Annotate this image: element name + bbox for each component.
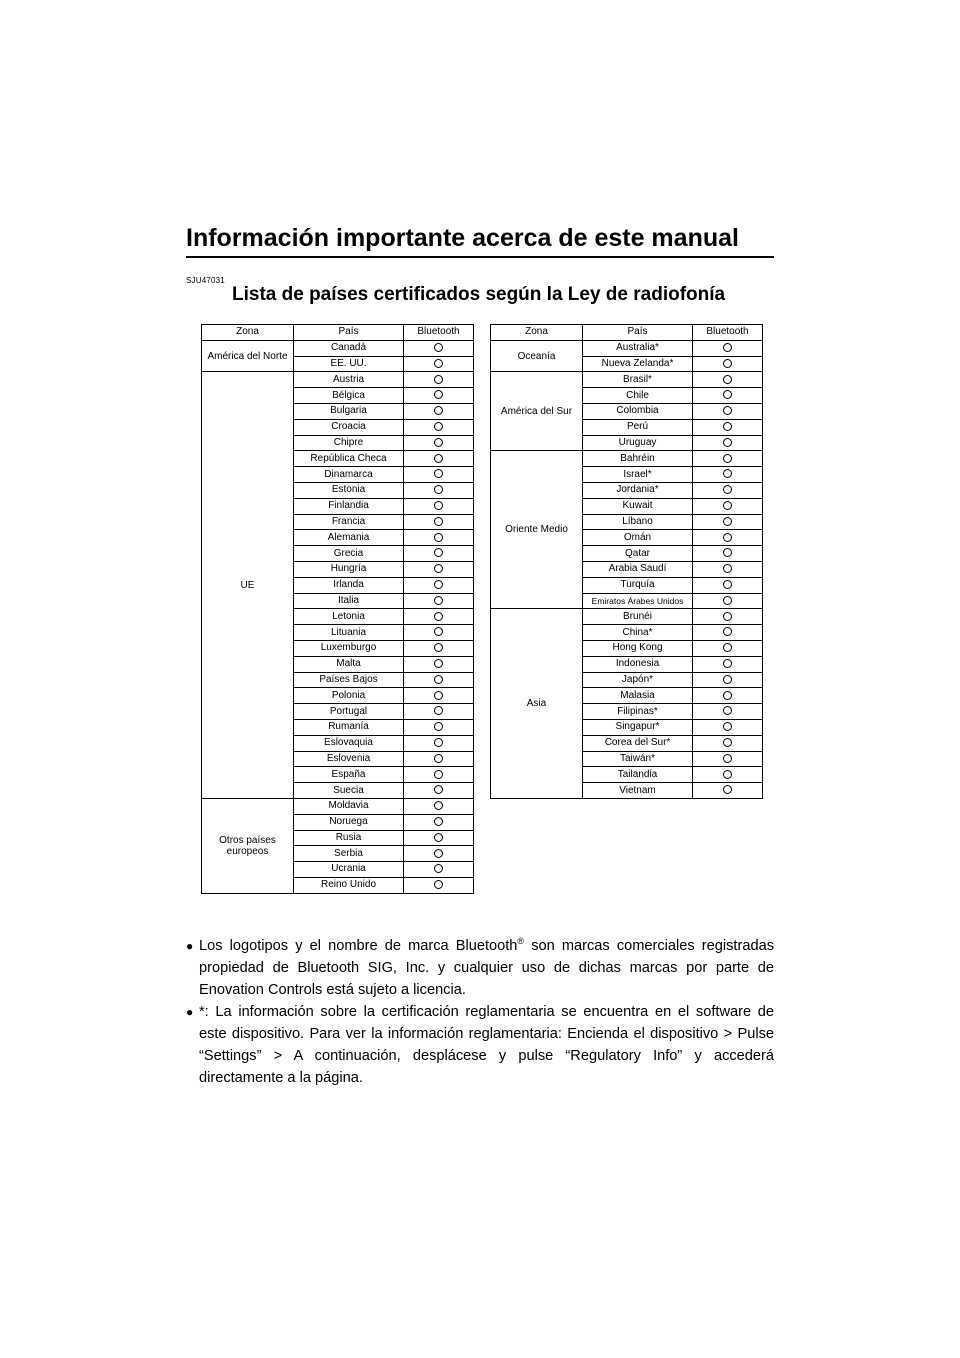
circle-icon (723, 675, 732, 684)
country-cell: Rusia (294, 830, 404, 846)
country-cell: Colombia (583, 403, 693, 419)
bluetooth-cell (693, 356, 763, 372)
zone-cell: UE (202, 372, 294, 799)
bluetooth-cell (404, 767, 474, 783)
bluetooth-cell (404, 719, 474, 735)
circle-icon (434, 643, 443, 652)
circle-icon (434, 833, 443, 842)
bluetooth-cell (404, 877, 474, 893)
country-cell: Polonia (294, 688, 404, 704)
circle-icon (434, 422, 443, 431)
bluetooth-cell (693, 656, 763, 672)
circle-icon (723, 722, 732, 731)
bluetooth-cell (404, 625, 474, 641)
bluetooth-cell (693, 467, 763, 483)
table-header-row (202, 325, 474, 341)
circle-icon (434, 454, 443, 463)
circle-icon (434, 675, 443, 684)
registered-mark: ® (517, 936, 525, 947)
bluetooth-cell (693, 482, 763, 498)
country-cell: Irlanda (294, 577, 404, 593)
bluetooth-cell (404, 577, 474, 593)
country-cell: EE. UU. (294, 356, 404, 372)
circle-icon (723, 785, 732, 794)
country-cell: Singapur* (583, 719, 693, 735)
bluetooth-cell (404, 688, 474, 704)
country-cell: Malasia (583, 688, 693, 704)
bluetooth-cell (404, 656, 474, 672)
circle-icon (434, 817, 443, 826)
country-cell: Uruguay (583, 435, 693, 451)
circle-icon (434, 469, 443, 478)
bluetooth-cell (404, 798, 474, 814)
country-cell: Omán (583, 530, 693, 546)
section-code: SJU47031 (186, 276, 225, 285)
circle-icon (723, 422, 732, 431)
bluetooth-cell (404, 862, 474, 878)
circle-icon (434, 375, 443, 384)
circle-icon (723, 469, 732, 478)
country-cell: Reino Unido (294, 877, 404, 893)
country-cell: Croacia (294, 419, 404, 435)
country-cell: Hong Kong (583, 640, 693, 656)
bluetooth-cell (693, 609, 763, 625)
circle-icon (434, 801, 443, 810)
country-cell: Australia* (583, 340, 693, 356)
country-cell: Jordania* (583, 482, 693, 498)
circle-icon (723, 564, 732, 573)
bluetooth-cell (404, 388, 474, 404)
circle-icon (434, 517, 443, 526)
table-row (202, 372, 474, 388)
country-cell: Taiwán* (583, 751, 693, 767)
circle-icon (723, 738, 732, 747)
circle-icon (723, 375, 732, 384)
zone-cell: Asia (491, 609, 583, 799)
country-cell: Chipre (294, 435, 404, 451)
circle-icon (723, 659, 732, 668)
bluetooth-cell (404, 593, 474, 609)
circle-icon (434, 485, 443, 494)
country-cell: Bahréin (583, 451, 693, 467)
bluetooth-cell (404, 403, 474, 419)
header-country: País (294, 325, 404, 341)
bluetooth-cell (693, 751, 763, 767)
circle-icon (723, 438, 732, 447)
circle-icon (723, 485, 732, 494)
country-cell: Ucrania (294, 862, 404, 878)
circle-icon (723, 533, 732, 542)
header-bluetooth: Bluetooth (404, 325, 474, 341)
table-row (491, 372, 763, 388)
circle-icon (434, 770, 443, 779)
note-text-after: son marcas comerciales registradas propiedad de Bluetooth SIG, Inc. y cualquier uso de dichas marcas por parte de Enovation Controls está sujeto a licencia. (199, 938, 774, 998)
circle-icon (434, 501, 443, 510)
country-cell: Suecia (294, 783, 404, 799)
country-cell: España (294, 767, 404, 783)
country-cell: Lituania (294, 625, 404, 641)
circle-icon (434, 849, 443, 858)
country-cell: Bulgaria (294, 403, 404, 419)
country-cell: Eslovaquia (294, 735, 404, 751)
country-cell: Países Bajos (294, 672, 404, 688)
bluetooth-cell (693, 435, 763, 451)
bluetooth-cell (693, 783, 763, 799)
bluetooth-cell (693, 577, 763, 593)
zone-cell: Oceanía (491, 340, 583, 372)
circle-icon (723, 596, 732, 605)
bluetooth-cell (693, 340, 763, 356)
bluetooth-cell (404, 435, 474, 451)
country-cell: Kuwait (583, 498, 693, 514)
bluetooth-cell (404, 546, 474, 562)
bluetooth-cell (693, 767, 763, 783)
country-cell: Arabia Saudí (583, 561, 693, 577)
circle-icon (434, 880, 443, 889)
circle-icon (434, 627, 443, 636)
notes-list (186, 935, 774, 1089)
country-cell: Chile (583, 388, 693, 404)
title-divider (186, 256, 774, 258)
bluetooth-cell (693, 451, 763, 467)
circle-icon (723, 770, 732, 779)
bluetooth-cell (404, 751, 474, 767)
country-cell: China* (583, 625, 693, 641)
zone-cell: América del Norte (202, 340, 294, 372)
section-title: Lista de países certificados según la Ley de radiofonía (232, 284, 726, 305)
table-row (491, 340, 763, 356)
bluetooth-cell (693, 388, 763, 404)
country-cell: Luxemburgo (294, 640, 404, 656)
circle-icon (434, 406, 443, 415)
bluetooth-cell (693, 403, 763, 419)
bluetooth-cell (693, 419, 763, 435)
bluetooth-cell (404, 498, 474, 514)
note-item (186, 935, 774, 1001)
circle-icon (723, 754, 732, 763)
bluetooth-cell (693, 688, 763, 704)
country-cell: Alemania (294, 530, 404, 546)
country-cell: Brasil* (583, 372, 693, 388)
circle-icon (434, 659, 443, 668)
bluetooth-cell (693, 735, 763, 751)
bluetooth-cell (693, 372, 763, 388)
table-header-row (491, 325, 763, 341)
country-cell: Nueva Zelanda* (583, 356, 693, 372)
bluetooth-cell (693, 593, 763, 609)
circle-icon (723, 343, 732, 352)
certification-table-left (201, 324, 474, 894)
note-text: *: La información sobre la certificación reglamentaria se encuentra en el software de este dispositivo. Para ver la información reglamentaria: Encienda el dispositivo > Pulse “Settings” > A continuación, desplácese y pulse “Regulatory Info” y accederá directamente a la página. (199, 1004, 774, 1086)
circle-icon (723, 627, 732, 636)
circle-icon (723, 691, 732, 700)
bluetooth-cell (404, 704, 474, 720)
circle-icon (434, 738, 443, 747)
country-cell: Líbano (583, 514, 693, 530)
circle-icon (434, 691, 443, 700)
table-row (202, 798, 474, 814)
country-cell: Dinamarca (294, 467, 404, 483)
circle-icon (434, 612, 443, 621)
country-cell: Malta (294, 656, 404, 672)
country-cell: Estonia (294, 482, 404, 498)
country-cell: Grecia (294, 546, 404, 562)
table-body (491, 340, 763, 798)
page-title: Información importante acerca de este manual (186, 224, 739, 252)
circle-icon (434, 864, 443, 873)
bluetooth-cell (693, 530, 763, 546)
country-cell: Finlandia (294, 498, 404, 514)
country-cell: Hungría (294, 561, 404, 577)
header-country: País (583, 325, 693, 341)
table-body (202, 340, 474, 893)
country-cell: Brunéi (583, 609, 693, 625)
country-cell: Eslovenia (294, 751, 404, 767)
header-bluetooth: Bluetooth (693, 325, 763, 341)
header-zone: Zona (202, 325, 294, 341)
bluetooth-cell (693, 704, 763, 720)
country-cell: Emiratos Árabes Unidos (583, 593, 693, 609)
circle-icon (434, 390, 443, 399)
bluetooth-cell (693, 561, 763, 577)
bluetooth-cell (404, 830, 474, 846)
certification-table-right (490, 324, 763, 799)
country-cell: Corea del Sur* (583, 735, 693, 751)
country-cell: Bélgica (294, 388, 404, 404)
bluetooth-cell (693, 498, 763, 514)
circle-icon (434, 596, 443, 605)
circle-icon (723, 390, 732, 399)
circle-icon (723, 454, 732, 463)
bluetooth-cell (404, 672, 474, 688)
circle-icon (434, 564, 443, 573)
zone-cell: América del Sur (491, 372, 583, 451)
circle-icon (723, 612, 732, 621)
circle-icon (723, 406, 732, 415)
circle-icon (434, 785, 443, 794)
country-cell: Indonesia (583, 656, 693, 672)
bluetooth-cell (404, 735, 474, 751)
bullet-icon: ● (186, 939, 194, 953)
country-cell: Austria (294, 372, 404, 388)
country-cell: Francia (294, 514, 404, 530)
zone-cell: Oriente Medio (491, 451, 583, 609)
table-row (491, 609, 763, 625)
table-row (491, 451, 763, 467)
bluetooth-cell (404, 467, 474, 483)
country-cell: Turquía (583, 577, 693, 593)
circle-icon (434, 706, 443, 715)
bluetooth-cell (404, 514, 474, 530)
circle-icon (723, 359, 732, 368)
country-cell: Portugal (294, 704, 404, 720)
circle-icon (723, 580, 732, 589)
table-row (202, 340, 474, 356)
note-item (186, 1001, 774, 1089)
country-cell: Tailandia (583, 767, 693, 783)
country-cell: Perú (583, 419, 693, 435)
bluetooth-cell (404, 530, 474, 546)
circle-icon (434, 580, 443, 589)
circle-icon (723, 643, 732, 652)
circle-icon (434, 438, 443, 447)
bluetooth-cell (404, 356, 474, 372)
country-cell: Canadá (294, 340, 404, 356)
bluetooth-cell (404, 451, 474, 467)
country-cell: Noruega (294, 814, 404, 830)
note-text-before: Los logotipos y el nombre de marca Bluetooth (199, 938, 518, 954)
circle-icon (434, 754, 443, 763)
bluetooth-cell (404, 609, 474, 625)
bluetooth-cell (404, 814, 474, 830)
bluetooth-cell (404, 340, 474, 356)
bluetooth-cell (404, 846, 474, 862)
bluetooth-cell (404, 482, 474, 498)
bluetooth-cell (404, 561, 474, 577)
country-cell: Moldavia (294, 798, 404, 814)
country-cell: Letonia (294, 609, 404, 625)
bluetooth-cell (693, 514, 763, 530)
country-cell: Israel* (583, 467, 693, 483)
header-zone: Zona (491, 325, 583, 341)
country-cell: Filipinas* (583, 704, 693, 720)
circle-icon (723, 548, 732, 557)
circle-icon (434, 343, 443, 352)
country-cell: Vietnam (583, 783, 693, 799)
circle-icon (434, 548, 443, 557)
country-cell: Japón* (583, 672, 693, 688)
bluetooth-cell (404, 783, 474, 799)
bluetooth-cell (693, 640, 763, 656)
country-cell: Rumanía (294, 719, 404, 735)
bluetooth-cell (693, 672, 763, 688)
bluetooth-cell (693, 546, 763, 562)
country-cell: Serbia (294, 846, 404, 862)
circle-icon (434, 359, 443, 368)
circle-icon (723, 706, 732, 715)
zone-cell: Otros países europeos (202, 798, 294, 893)
country-cell: República Checa (294, 451, 404, 467)
bluetooth-cell (404, 419, 474, 435)
bluetooth-cell (693, 719, 763, 735)
circle-icon (434, 533, 443, 542)
bluetooth-cell (404, 372, 474, 388)
circle-icon (723, 501, 732, 510)
bluetooth-cell (693, 625, 763, 641)
country-cell: Italia (294, 593, 404, 609)
circle-icon (723, 517, 732, 526)
bullet-icon: ● (186, 1005, 194, 1019)
bluetooth-cell (404, 640, 474, 656)
country-cell: Qatar (583, 546, 693, 562)
circle-icon (434, 722, 443, 731)
